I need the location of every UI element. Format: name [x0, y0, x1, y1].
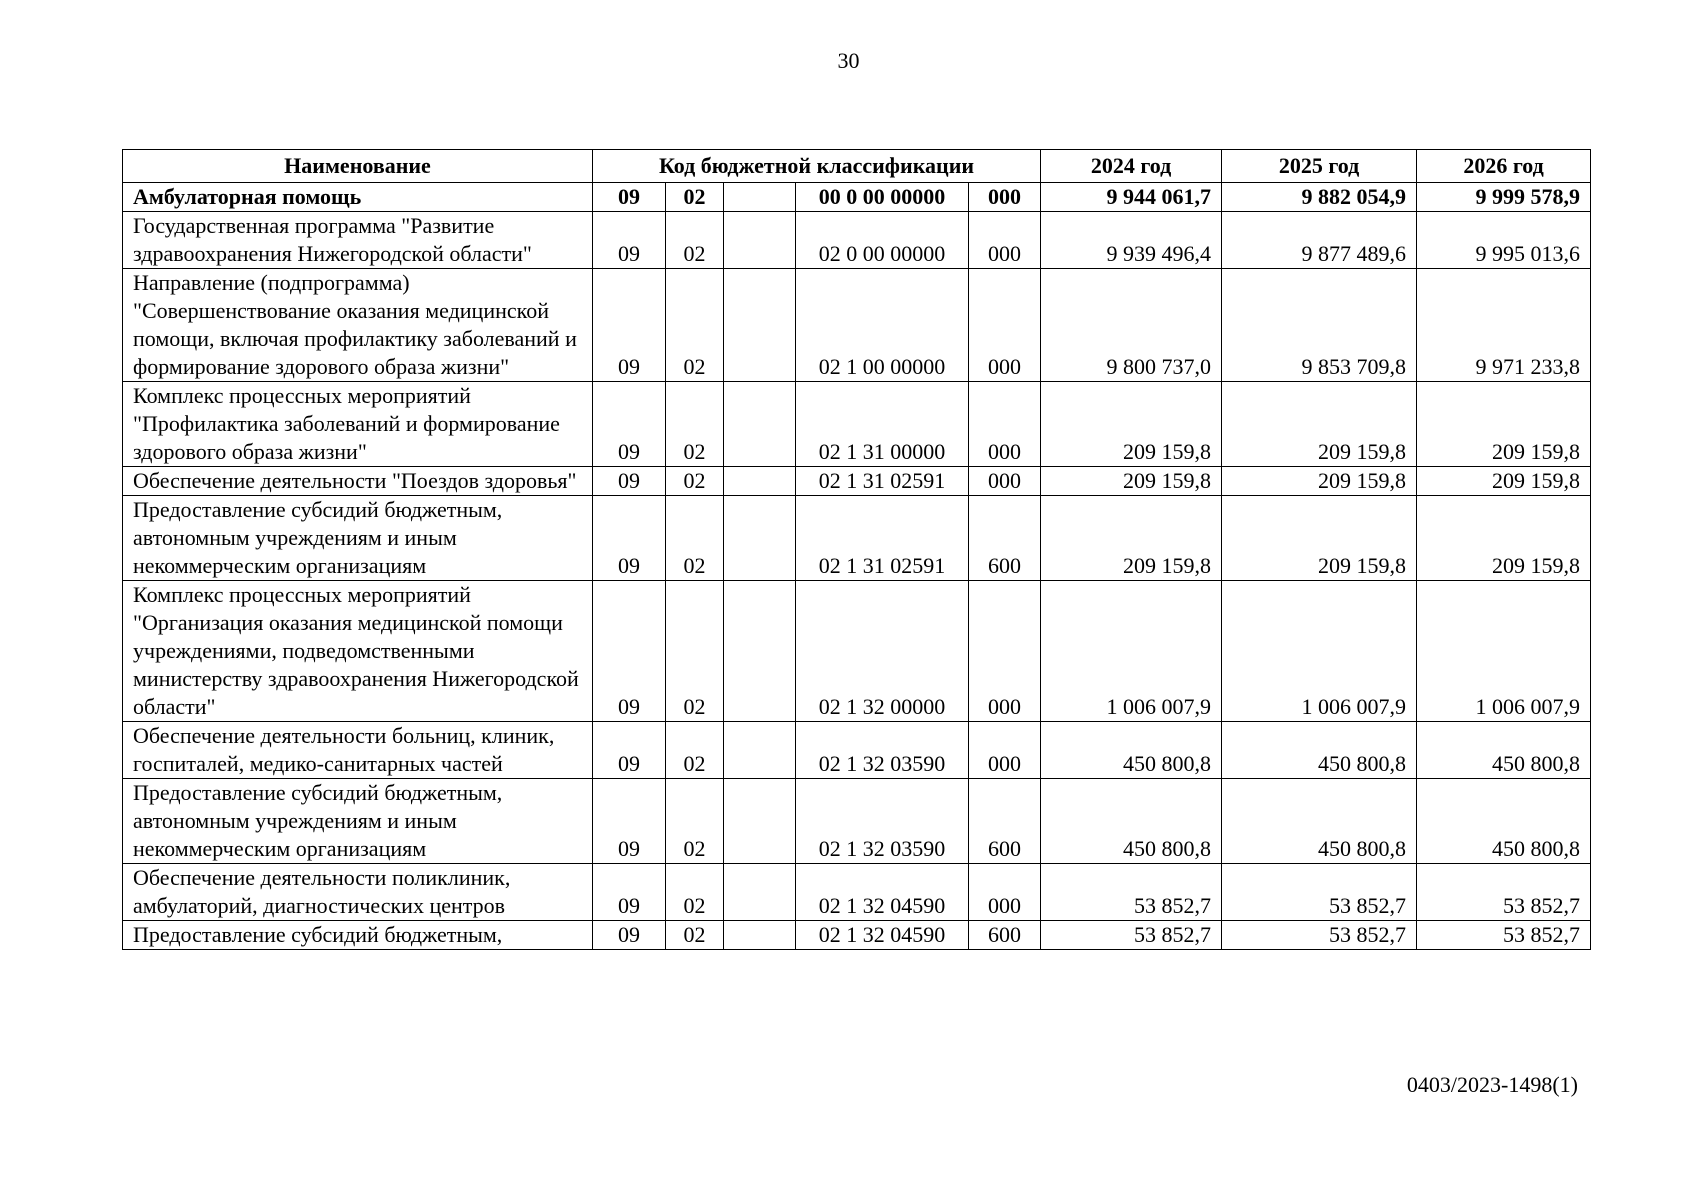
cell-name: Предоставление субсидий бюджетным, [123, 921, 593, 950]
cell-expense-type: 600 [969, 779, 1041, 864]
cell-expense-type: 000 [969, 581, 1041, 722]
document-id: 0403/2023-1498(1) [1406, 1072, 1578, 1097]
cell-target-code: 02 1 31 02591 [796, 467, 969, 496]
cell-spacer [724, 779, 796, 864]
page-number: 30 [837, 48, 860, 73]
cell-2025: 1 006 007,9 [1222, 581, 1417, 722]
cell-section-code: 09 [593, 467, 666, 496]
cell-2025: 209 159,8 [1222, 496, 1417, 581]
cell-2026: 209 159,8 [1417, 496, 1591, 581]
cell-subsection-code: 02 [666, 467, 724, 496]
cell-2024: 209 159,8 [1041, 382, 1222, 467]
cell-expense-type: 000 [969, 269, 1041, 382]
cell-expense-type: 000 [969, 864, 1041, 921]
cell-subsection-code: 02 [666, 722, 724, 779]
cell-section-code: 09 [593, 779, 666, 864]
cell-section-code: 09 [593, 183, 666, 212]
cell-name: Обеспечение деятельности больниц, клиник, госпиталей, медико-санитарных частей [123, 722, 593, 779]
cell-section-code: 09 [593, 382, 666, 467]
cell-expense-type: 000 [969, 382, 1041, 467]
cell-2025: 9 853 709,8 [1222, 269, 1417, 382]
header-2026: 2026 год [1417, 150, 1591, 183]
cell-2026: 53 852,7 [1417, 864, 1591, 921]
table-row [123, 722, 1591, 779]
cell-target-code: 02 1 00 00000 [796, 269, 969, 382]
cell-expense-type: 000 [969, 183, 1041, 212]
cell-section-code: 09 [593, 921, 666, 950]
cell-target-code: 02 1 32 04590 [796, 921, 969, 950]
table-row [123, 269, 1591, 382]
cell-2025: 209 159,8 [1222, 467, 1417, 496]
cell-spacer [724, 212, 796, 269]
cell-spacer [724, 864, 796, 921]
cell-2024: 53 852,7 [1041, 921, 1222, 950]
cell-2025: 450 800,8 [1222, 722, 1417, 779]
cell-section-code: 09 [593, 864, 666, 921]
cell-name: Комплекс процессных мероприятий "Организация оказания медицинской помощи учреждениями, подведомственными министерству здравоохранения Нижегородской области" [123, 581, 593, 722]
cell-target-code: 00 0 00 00000 [796, 183, 969, 212]
cell-subsection-code: 02 [666, 779, 724, 864]
cell-spacer [724, 722, 796, 779]
cell-section-code: 09 [593, 581, 666, 722]
table-row [123, 183, 1591, 212]
cell-spacer [724, 496, 796, 581]
cell-2025: 9 882 054,9 [1222, 183, 1417, 212]
cell-target-code: 02 1 32 00000 [796, 581, 969, 722]
cell-2026: 450 800,8 [1417, 779, 1591, 864]
table-row [123, 496, 1591, 581]
header-name: Наименование [123, 150, 593, 183]
cell-2026: 9 999 578,9 [1417, 183, 1591, 212]
cell-name: Предоставление субсидий бюджетным, автономным учреждениям и иным некоммерческим организациям [123, 779, 593, 864]
cell-section-code: 09 [593, 496, 666, 581]
cell-target-code: 02 1 32 03590 [796, 779, 969, 864]
cell-2024: 53 852,7 [1041, 864, 1222, 921]
cell-target-code: 02 1 32 03590 [796, 722, 969, 779]
cell-subsection-code: 02 [666, 864, 724, 921]
cell-target-code: 02 1 31 00000 [796, 382, 969, 467]
table-row [123, 921, 1591, 950]
header-code: Код бюджетной классификации [593, 150, 1041, 183]
cell-expense-type: 600 [969, 496, 1041, 581]
cell-2025: 209 159,8 [1222, 382, 1417, 467]
cell-2026: 209 159,8 [1417, 467, 1591, 496]
table-row [123, 864, 1591, 921]
cell-2024: 209 159,8 [1041, 467, 1222, 496]
cell-section-code: 09 [593, 722, 666, 779]
cell-name: Обеспечение деятельности "Поездов здоровья" [123, 467, 593, 496]
budget-table [122, 149, 1591, 950]
cell-2025: 450 800,8 [1222, 779, 1417, 864]
cell-2026: 9 971 233,8 [1417, 269, 1591, 382]
table-row [123, 581, 1591, 722]
table-row [123, 467, 1591, 496]
cell-target-code: 02 0 00 00000 [796, 212, 969, 269]
cell-subsection-code: 02 [666, 921, 724, 950]
cell-target-code: 02 1 31 02591 [796, 496, 969, 581]
cell-spacer [724, 382, 796, 467]
cell-2024: 1 006 007,9 [1041, 581, 1222, 722]
cell-name: Государственная программа "Развитие здравоохранения Нижегородской области" [123, 212, 593, 269]
cell-2026: 450 800,8 [1417, 722, 1591, 779]
cell-2025: 9 877 489,6 [1222, 212, 1417, 269]
cell-spacer [724, 183, 796, 212]
cell-expense-type: 600 [969, 921, 1041, 950]
cell-2025: 53 852,7 [1222, 864, 1417, 921]
cell-name: Обеспечение деятельности поликлиник, амбулаторий, диагностических центров [123, 864, 593, 921]
cell-subsection-code: 02 [666, 382, 724, 467]
cell-2026: 1 006 007,9 [1417, 581, 1591, 722]
cell-section-code: 09 [593, 269, 666, 382]
cell-spacer [724, 581, 796, 722]
cell-name: Амбулаторная помощь [123, 183, 593, 212]
cell-expense-type: 000 [969, 467, 1041, 496]
cell-expense-type: 000 [969, 212, 1041, 269]
cell-2026: 9 995 013,6 [1417, 212, 1591, 269]
cell-name: Направление (подпрограмма) "Совершенствование оказания медицинской помощи, включая профилактику заболеваний и формирование здорового образа жизни" [123, 269, 593, 382]
table-body [123, 183, 1591, 950]
cell-spacer [724, 467, 796, 496]
header-2024: 2024 год [1041, 150, 1222, 183]
cell-target-code: 02 1 32 04590 [796, 864, 969, 921]
table-row [123, 212, 1591, 269]
cell-2024: 209 159,8 [1041, 496, 1222, 581]
cell-subsection-code: 02 [666, 496, 724, 581]
cell-name: Комплекс процессных мероприятий "Профилактика заболеваний и формирование здорового образа жизни" [123, 382, 593, 467]
cell-spacer [724, 921, 796, 950]
cell-2024: 9 939 496,4 [1041, 212, 1222, 269]
cell-section-code: 09 [593, 212, 666, 269]
cell-subsection-code: 02 [666, 183, 724, 212]
cell-expense-type: 000 [969, 722, 1041, 779]
table-row [123, 382, 1591, 467]
cell-2026: 53 852,7 [1417, 921, 1591, 950]
cell-2024: 9 944 061,7 [1041, 183, 1222, 212]
cell-spacer [724, 269, 796, 382]
table-row [123, 779, 1591, 864]
cell-2025: 53 852,7 [1222, 921, 1417, 950]
cell-2024: 9 800 737,0 [1041, 269, 1222, 382]
cell-2024: 450 800,8 [1041, 722, 1222, 779]
cell-subsection-code: 02 [666, 581, 724, 722]
cell-subsection-code: 02 [666, 269, 724, 382]
header-2025: 2025 год [1222, 150, 1417, 183]
cell-2024: 450 800,8 [1041, 779, 1222, 864]
cell-2026: 209 159,8 [1417, 382, 1591, 467]
table-header-row [123, 150, 1591, 183]
cell-subsection-code: 02 [666, 212, 724, 269]
cell-name: Предоставление субсидий бюджетным, автономным учреждениям и иным некоммерческим организациям [123, 496, 593, 581]
